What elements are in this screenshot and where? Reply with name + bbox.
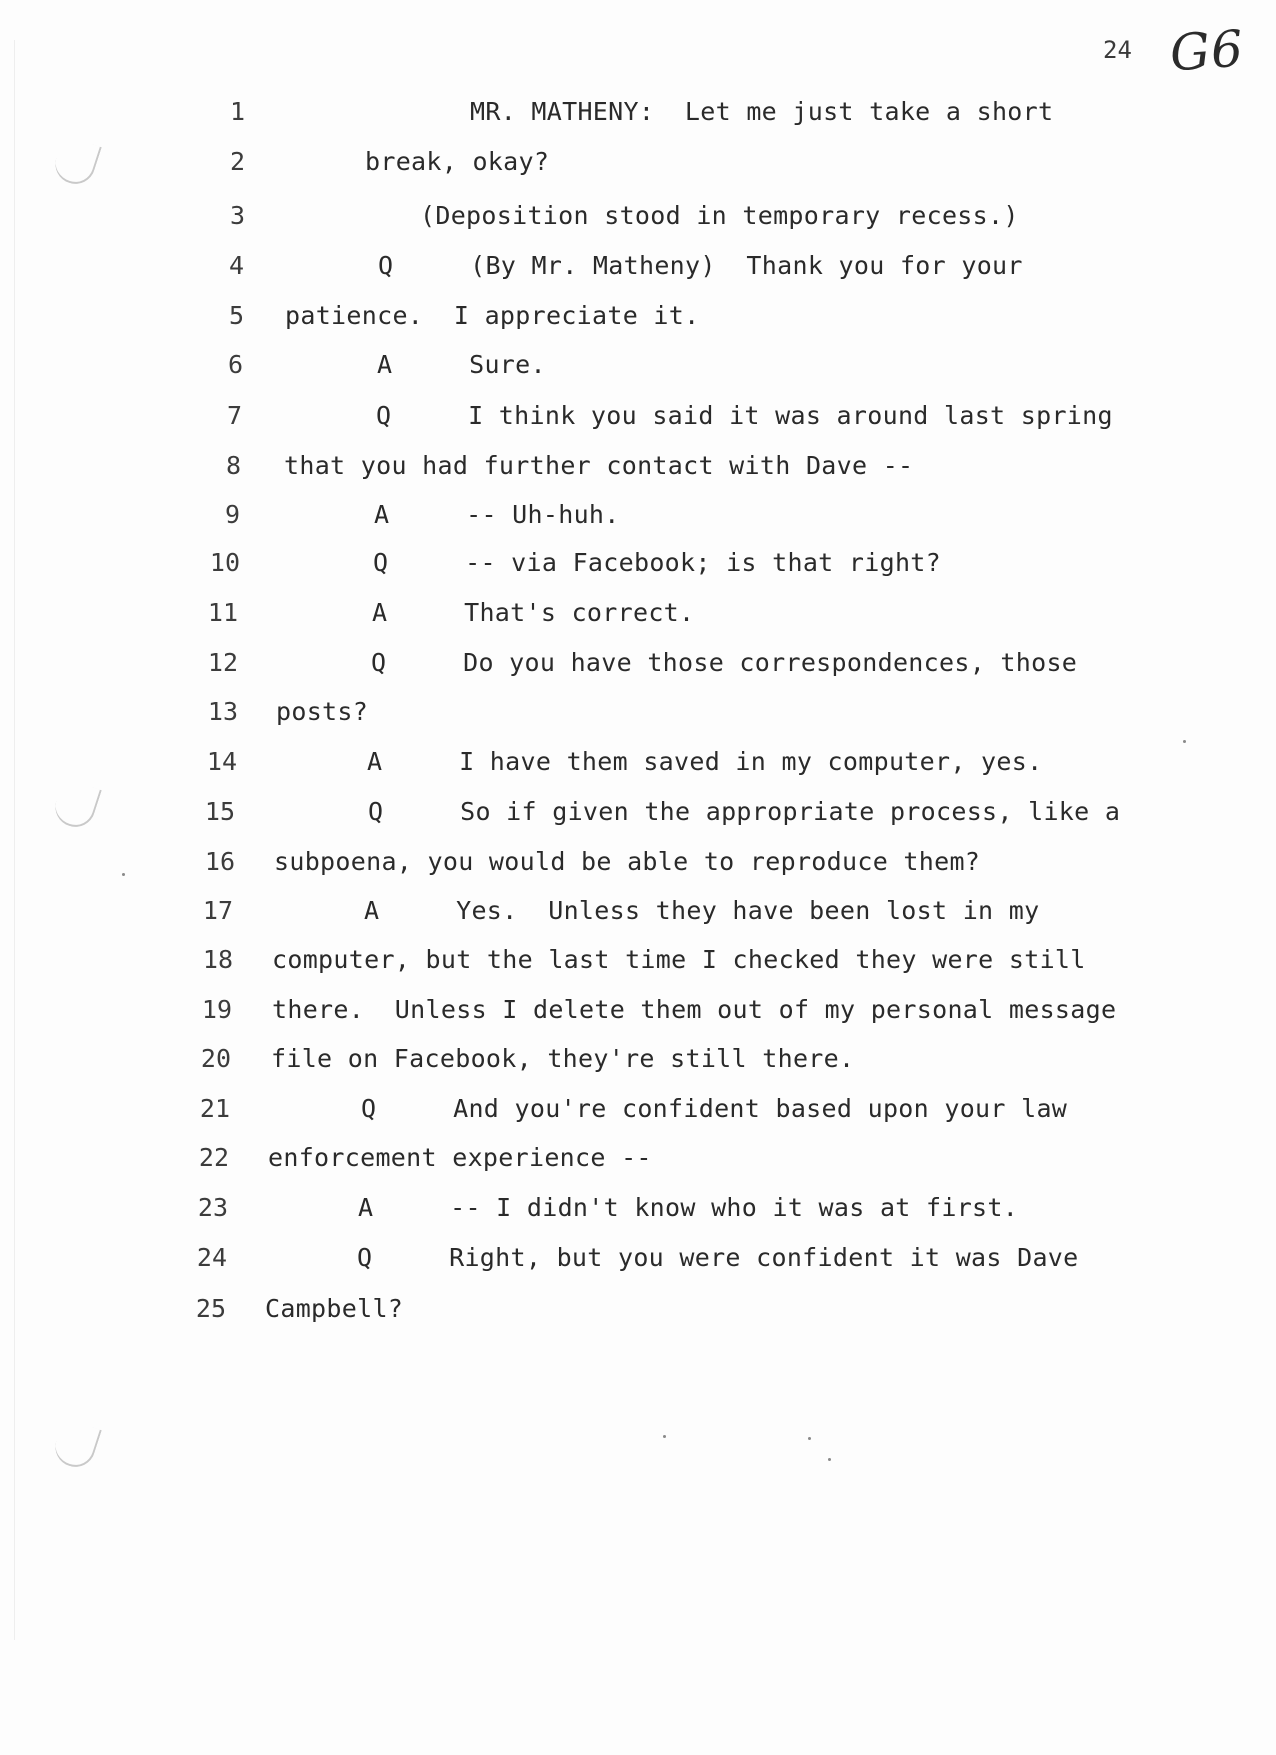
line-number: 17 (202, 896, 233, 925)
transcript-line (0, 246, 1276, 286)
line-text: A That's correct. (372, 598, 695, 627)
line-text: A -- I didn't know who it was at first. (358, 1193, 1019, 1222)
line-number: 1 (229, 97, 245, 126)
line-text: Campbell? (265, 1294, 404, 1323)
line-text: that you had further contact with Dave -- (284, 451, 914, 480)
line-number: 6 (227, 350, 243, 379)
transcript-line (0, 396, 1276, 436)
line-number: 19 (201, 995, 232, 1024)
transcript-line (0, 1289, 1276, 1329)
transcript-line (0, 92, 1276, 132)
transcript-line (0, 196, 1276, 236)
line-number: 10 (209, 548, 240, 577)
line-text: A -- Uh-huh. (374, 500, 620, 529)
transcript-line (0, 742, 1276, 782)
line-number: 11 (207, 598, 238, 627)
transcript-line (0, 792, 1276, 832)
line-text: there. Unless I delete them out of my personal message (272, 995, 1117, 1024)
line-text: Q (By Mr. Matheny) Thank you for your (378, 251, 1023, 280)
line-number: 22 (198, 1143, 229, 1172)
line-text: file on Facebook, they're still there. (271, 1044, 855, 1073)
line-text: patience. I appreciate it. (285, 301, 700, 330)
line-text: computer, but the last time I checked they were still (272, 945, 1086, 974)
line-number: 8 (225, 451, 241, 480)
line-number: 23 (197, 1193, 228, 1222)
line-text: Q So if given the appropriate process, like a (368, 797, 1121, 826)
transcript-line (0, 643, 1276, 683)
line-text: subpoena, you would be able to reproduce them? (274, 847, 981, 876)
transcript-line (0, 1089, 1276, 1129)
line-number: 4 (228, 251, 244, 280)
transcript-line (0, 345, 1276, 385)
transcript-line (0, 593, 1276, 633)
transcript-line (0, 296, 1276, 336)
line-number: 20 (200, 1044, 231, 1073)
line-text: posts? (276, 697, 369, 726)
line-text: A Yes. Unless they have been lost in my (364, 896, 1040, 925)
transcript-line (0, 446, 1276, 486)
line-text: Q Right, but you were confident it was Dave (357, 1243, 1079, 1272)
transcript-line (0, 842, 1276, 882)
line-number: 5 (228, 301, 244, 330)
line-text: Q And you're confident based upon your law (361, 1094, 1068, 1123)
line-number: 24 (196, 1243, 227, 1272)
line-number: 3 (229, 201, 245, 230)
line-number: 16 (204, 847, 235, 876)
line-text: Q Do you have those correspondences, those (371, 648, 1078, 677)
line-text: Q I think you said it was around last spring (376, 401, 1113, 430)
transcript-line (0, 891, 1276, 931)
transcript-line (0, 990, 1276, 1030)
line-number: 9 (224, 500, 240, 529)
line-number: 18 (202, 945, 233, 974)
transcript-line (0, 543, 1276, 583)
transcript-line (0, 1039, 1276, 1079)
transcript-line (0, 1138, 1276, 1178)
line-text: Q -- via Facebook; is that right? (373, 548, 941, 577)
transcript-line (0, 1188, 1276, 1228)
line-text: (Deposition stood in temporary recess.) (420, 201, 1019, 230)
line-number: 25 (195, 1294, 226, 1323)
line-text: A Sure. (377, 350, 546, 379)
transcript-line (0, 692, 1276, 732)
page-number: 24 (1103, 36, 1132, 64)
line-text: break, okay? (365, 147, 550, 176)
line-text: A I have them saved in my computer, yes. (367, 747, 1043, 776)
transcript-line (0, 940, 1276, 980)
line-number: 21 (199, 1094, 230, 1123)
line-number: 7 (226, 401, 242, 430)
handwritten-exhibit-mark: G6 (1168, 19, 1246, 83)
line-number: 12 (207, 648, 238, 677)
line-number: 15 (204, 797, 235, 826)
transcript-line (0, 495, 1276, 535)
line-number: 13 (207, 697, 238, 726)
line-number: 14 (206, 747, 237, 776)
line-number: 2 (229, 147, 245, 176)
transcript-line (0, 142, 1276, 182)
transcript-line (0, 1238, 1276, 1278)
line-text: MR. MATHENY: Let me just take a short (470, 97, 1054, 126)
line-text: enforcement experience -- (268, 1143, 652, 1172)
